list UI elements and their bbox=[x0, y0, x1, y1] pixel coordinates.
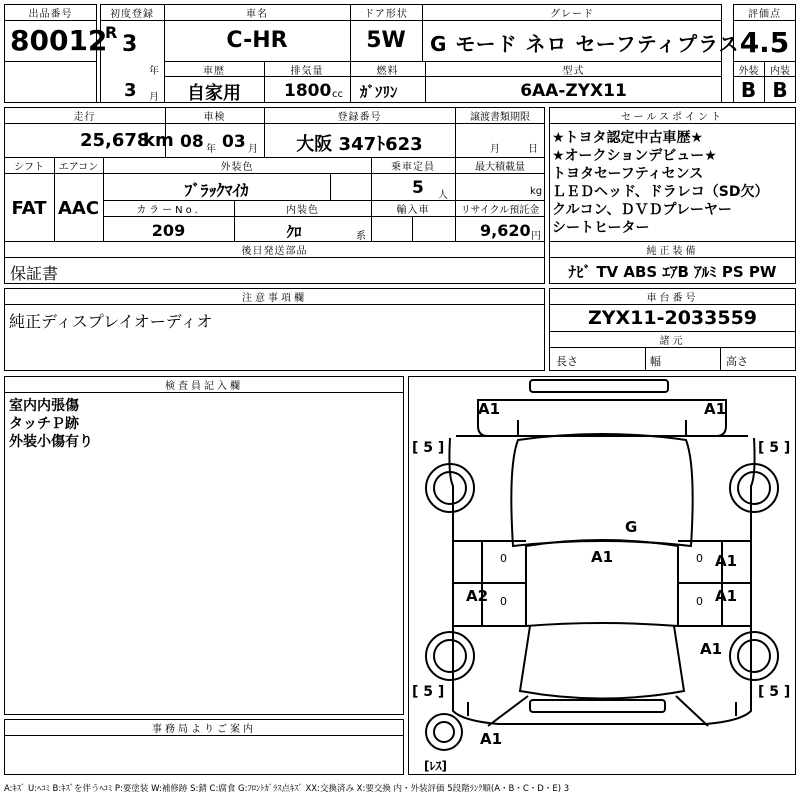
specs-header: 諸元 bbox=[659, 336, 686, 347]
door-type: 5W bbox=[366, 28, 406, 53]
interior-score: B bbox=[772, 78, 788, 102]
first-reg-month: 3 bbox=[124, 80, 137, 101]
interior-header: 内装 bbox=[770, 66, 790, 77]
displacement-header: 排気量 bbox=[290, 66, 324, 77]
max-load-unit: kg bbox=[530, 186, 543, 197]
zero-left-2: 0 bbox=[500, 595, 507, 608]
inspection-year: 08 bbox=[180, 132, 204, 152]
plate: 大阪 347ﾄ623 bbox=[296, 134, 423, 155]
color-no: 209 bbox=[151, 221, 186, 240]
lot-no-header: 出品番号 bbox=[28, 9, 73, 20]
first-reg-era: R bbox=[105, 23, 118, 42]
fuel-header: 燃料 bbox=[376, 66, 399, 77]
damage-a1-right-rear: A1 bbox=[700, 640, 723, 658]
displacement: 1800 bbox=[284, 81, 332, 101]
int-color: ｸﾛ bbox=[286, 223, 302, 241]
damage-a1-front-left: A1 bbox=[478, 400, 501, 418]
zero-right-1: 0 bbox=[696, 552, 703, 565]
inspection-header: 車検 bbox=[203, 112, 226, 123]
model-code: 6AA-ZYX11 bbox=[520, 81, 627, 101]
sales-point-6: シートヒーター bbox=[552, 220, 650, 236]
aircon-header: エアコン bbox=[58, 162, 99, 173]
damage-a2-left-door: A2 bbox=[466, 587, 489, 605]
capacity-unit: 人 bbox=[438, 190, 448, 201]
shift-header: シフト bbox=[14, 162, 44, 173]
zero-right-2: 0 bbox=[696, 595, 703, 608]
model-code-header: 型式 bbox=[562, 66, 585, 77]
inspector-line-3: 外装小傷有り bbox=[9, 434, 93, 450]
grade-header: グレード bbox=[550, 9, 594, 20]
zero-left-1: 0 bbox=[500, 552, 507, 565]
genuine-equip-header: 純正装備 bbox=[646, 246, 699, 257]
imported-header: 輸入車 bbox=[396, 205, 430, 216]
inspection-year-unit: 年 bbox=[206, 144, 216, 155]
recycle-unit: 円 bbox=[531, 231, 541, 242]
int-color-unit: 系 bbox=[356, 231, 366, 242]
car-diagram bbox=[408, 376, 796, 775]
damage-a1-front-right: A1 bbox=[704, 400, 727, 418]
damage-a1-hood: A1 bbox=[591, 548, 614, 566]
history: 自家用 bbox=[187, 83, 241, 104]
spec-length-label: 長さ bbox=[556, 355, 578, 368]
later-parts: 保証書 bbox=[10, 264, 59, 283]
capacity: 5 bbox=[412, 178, 424, 198]
exterior-header: 外装 bbox=[738, 66, 759, 77]
recycle-header: リサイクル預託金 bbox=[460, 205, 540, 216]
exterior-score: B bbox=[740, 78, 757, 102]
recycle: 9,620 bbox=[480, 221, 531, 240]
ext-color-header: 外装色 bbox=[220, 162, 254, 173]
spare-tire-label: [ﾚｽ] bbox=[424, 759, 447, 773]
car-name-header: 車名 bbox=[246, 9, 268, 20]
sales-point-2: ★オークションデビュー★ bbox=[552, 148, 717, 164]
aircon: AAC bbox=[57, 198, 100, 219]
inspector-header: 検査員記入欄 bbox=[165, 381, 243, 392]
chassis-header: 車台番号 bbox=[646, 293, 699, 304]
notes-header: 注意事項欄 bbox=[242, 293, 307, 304]
tire-rear-left: [ 5 ] bbox=[412, 684, 445, 700]
transfer-header: 譲渡書類期限 bbox=[470, 112, 530, 123]
int-color-header: 内装色 bbox=[286, 205, 319, 216]
mileage-unit: km bbox=[143, 130, 174, 151]
later-parts-header: 後日発送部品 bbox=[241, 246, 308, 257]
shift: FAT bbox=[11, 198, 47, 219]
car-name: C-HR bbox=[226, 28, 288, 53]
score-header: 評価点 bbox=[748, 9, 781, 20]
damage-a1-right-door: A1 bbox=[715, 587, 738, 605]
door-header: ドア形状 bbox=[364, 9, 408, 20]
ext-color: ﾌﾞﾗｯｸﾏｲｶ bbox=[184, 181, 249, 200]
mileage-header: 走行 bbox=[73, 112, 96, 123]
capacity-header: 乗車定員 bbox=[391, 162, 435, 173]
spec-width-label: 幅 bbox=[650, 355, 661, 368]
history-header: 車歴 bbox=[203, 66, 225, 77]
damage-g-windshield: G bbox=[625, 518, 638, 536]
sales-points-header: セールスポイント bbox=[620, 112, 725, 123]
damage-a1-rear: A1 bbox=[480, 730, 503, 748]
first-reg-header: 初度登録 bbox=[110, 9, 154, 20]
first-reg-month-unit: 月 bbox=[149, 92, 159, 103]
sales-point-5: クルコン、ＤＶＤプレーヤー bbox=[552, 202, 732, 218]
first-reg-year: 3 bbox=[122, 32, 138, 57]
chassis-number: ZYX11-2033559 bbox=[587, 307, 758, 329]
inspection-month: 03 bbox=[222, 132, 246, 152]
notes-text: 純正ディスプレイオーディオ bbox=[9, 312, 213, 331]
spec-height-label: 高さ bbox=[726, 355, 748, 368]
displacement-unit: cc bbox=[332, 89, 343, 100]
plate-header: 登録番号 bbox=[337, 112, 382, 123]
fuel: ｶﾞｿﾘﾝ bbox=[360, 83, 398, 101]
color-no-header: カラーNo. bbox=[136, 205, 201, 216]
grade: G モード ネロ セーフティプラス bbox=[430, 32, 740, 56]
genuine-equip: ﾅﾋﾞ TV ABS ｴｱB ｱﾙﾐ PS PW bbox=[568, 263, 777, 281]
damage-a1-right-fender: A1 bbox=[715, 552, 738, 570]
lot-no: 80012 bbox=[10, 24, 108, 57]
sales-point-1: ★トヨタ認定中古車歴★ bbox=[552, 130, 704, 146]
sales-point-4: ＬＥＤヘッド、ドラレコ（SD欠） bbox=[552, 184, 769, 200]
legend: A:ｷｽﾞ U:ﾍｺﾐ B:ｷｽﾞを伴うﾍｺﾐ P:要塗装 W:補修跡 S:錆 C:腐食 G:ﾌﾛﾝﾄｶﾞﾗｽ点ｷｽﾞ XX:交換済み X:要交換 内・外装評価 5段階ﾗﾝｸ順(A・B・C・D・E) 3 bbox=[4, 784, 570, 794]
mileage: 25,678 bbox=[80, 130, 150, 151]
tire-front-left: [ 5 ] bbox=[412, 440, 445, 456]
office-header: 事務局よりご案内 bbox=[152, 724, 256, 735]
tire-front-right: [ 5 ] bbox=[758, 440, 791, 456]
first-reg-year-unit: 年 bbox=[149, 66, 159, 77]
inspection-month-unit: 月 bbox=[248, 144, 258, 155]
inspector-line-1: 室内内張傷 bbox=[9, 398, 79, 414]
tire-rear-right: [ 5 ] bbox=[758, 684, 791, 700]
max-load-header: 最大積載量 bbox=[475, 162, 525, 173]
transfer-month-unit: 月 bbox=[490, 144, 500, 155]
transfer-day-unit: 日 bbox=[528, 144, 538, 155]
sales-point-3: トヨタセーフティセンス bbox=[552, 166, 704, 182]
score: 4.5 bbox=[739, 26, 790, 59]
inspector-line-2: タッチＰ跡 bbox=[9, 416, 79, 432]
